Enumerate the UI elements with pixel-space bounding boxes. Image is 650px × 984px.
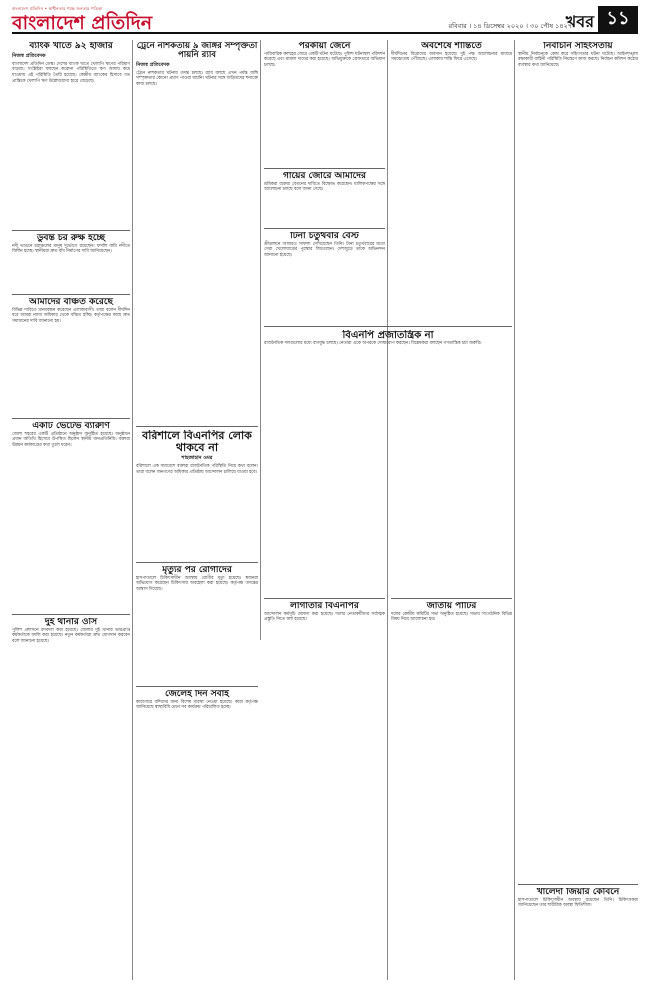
headline: জেলেই দিন সবাই xyxy=(165,690,229,699)
story-election[interactable] xyxy=(518,42,638,882)
divider xyxy=(12,418,130,419)
divider xyxy=(12,230,130,231)
story-body: স্থানীয় নির্বাচনকে কেন্দ্র করে সহিংসতার ঘটনা ঘটেছে। আইনশৃঙ্খলা রক্ষাকারী বাহিনী পরিস্থিতি নিয়ন্ত্রণে কাজ করছে। নির্বাচন কমিশন কঠোর ব্যবস্থার কথা জানিয়েছে। xyxy=(518,51,638,69)
story-body: হাসপাতালে চিকিৎসাধীন অবস্থায় রোগীর মৃত্যু হয়েছে। স্বজনরা অভিযোগ করেছেন চিকিৎসায় অবহেলা করা হয়েছে। কর্তৃপক্ষ তদন্তের আশ্বাস দিয়েছে। xyxy=(136,575,258,593)
byline: শাহজাহান ওমর xyxy=(181,455,213,462)
headline: বিএনপি প্রজাতন্ত্রিক না xyxy=(342,330,434,341)
story-train[interactable] xyxy=(136,42,258,112)
divider xyxy=(136,426,258,427)
divider xyxy=(264,228,385,229)
headline: পরকীয়া জেনে xyxy=(298,42,351,51)
headline: মৃত্যুর পর রোগীদের xyxy=(162,566,232,575)
story-body: শ্রমিকরা বকেয়া বেতনের দাবিতে বিক্ষোভ করেছেন। মালিকপক্ষের সঙ্গে আলোচনা চলছে বলে জানা গেছে। xyxy=(264,181,385,193)
byline: নিজস্ব প্রতিবেদক xyxy=(12,52,46,59)
headline: অবশেষে শান্তিতে xyxy=(421,42,482,51)
story-death[interactable] xyxy=(136,566,258,682)
page-number: ১১ xyxy=(598,6,638,32)
story-body: দলের কেন্দ্রীয় কমিটির সভা অনুষ্ঠিত হয়েছে। সভায় সাংগঠনিক বিভিন্ন বিষয় নিয়ে আলোচনা হয়। xyxy=(391,611,512,623)
headline: লাগাতার বিএনপির xyxy=(290,602,359,611)
column-rule xyxy=(514,40,515,980)
headline: ট্রেনে নাশকতায় ৯ জঙ্গির সম্পৃক্ততা পায়নি র‌্যাব xyxy=(136,42,258,61)
story-national[interactable] xyxy=(391,602,512,978)
divider xyxy=(12,294,130,295)
headline: গায়ের জোরে আমাদের xyxy=(283,172,366,181)
column-rule xyxy=(132,40,133,980)
story-thana[interactable] xyxy=(12,618,130,978)
story-body: দীর্ঘদিনের বিরোধের অবসান হয়েছে। দুই পক্ষ আলোচনার মাধ্যমে সমঝোতায় পৌঁছেছে। এলাকায় শান্তি ফিরে এসেছে। xyxy=(391,51,512,63)
story-dead[interactable] xyxy=(12,234,130,292)
story-garments[interactable] xyxy=(264,172,385,226)
divider xyxy=(391,598,512,599)
story-rohingya[interactable] xyxy=(136,430,258,538)
masthead xyxy=(12,6,638,34)
logo-tagline: বাংলাদেশ প্রতিদিন • স্বাধীনতার পক্ষে জনতার পত্রিকা xyxy=(12,6,103,11)
story-body: কারাগারে বন্দিদের জন্য বিশেষ ব্যবস্থা নেওয়া হয়েছে। কারা কর্তৃপক্ষ জানিয়েছে স্বাস্থ্যবিধি মেনে সব কার্যক্রম পরিচালিত হচ্ছে। xyxy=(136,699,258,711)
story-body: নদী ভাঙনে চরাঞ্চলের মানুষ দুর্ভোগে রয়েছেন। ফসলি জমি নদীতে বিলীন হচ্ছে। স্থানীয়রা দ্রুত বাঁধ নির্মাণের দাবি জানিয়েছেন। xyxy=(12,243,130,255)
divider xyxy=(12,614,130,615)
issue-date: রবিবার । ১৪ ডিসেম্বর ২০২০ । ৩০ পৌষ ১৪২৭ xyxy=(448,22,572,30)
story-bank[interactable] xyxy=(12,42,130,228)
story-body: পারিবারিক কলহের জেরে একটি ঘটনা ঘটেছে। পুলিশ ঘটনাস্থল পরিদর্শন করেছে এবং মামলা দায়ের করা হয়েছে। অভিযুক্তকে গ্রেফতারে অভিযান চলছে। xyxy=(264,51,385,69)
headline: টিনা চতুর্থবার বেস্ট xyxy=(290,232,359,241)
story-body: জেলা শহরের একটি প্রতিষ্ঠানে অনুষ্ঠান অনুষ্ঠিত হয়েছে। অনুষ্ঠানে প্রধান অতিথি হিসেবে উপস্থিত ছিলেন স্থানীয় জনপ্রতিনিধি। বক্তারা উন্নয়ন কর্মকাণ্ডের কথা তুলে ধরেন। xyxy=(12,431,130,449)
story-body: ট্রেনে নাশকতার ঘটনায় তদন্ত চলছে। র‌্যাব বলছে এখন পর্যন্ত জঙ্গি সম্পৃক্ততার কোনো প্রমাণ পাওয়া যায়নি। ঘটনার সঙ্গে জড়িতদের শনাক্তে কাজ চলছে। xyxy=(136,70,258,87)
story-ayodhya[interactable] xyxy=(12,298,130,416)
newspaper-logo[interactable] xyxy=(12,6,152,32)
headline: দুই থানার ওসি xyxy=(44,618,98,627)
story-body: বিভিন্ন দাবিতে মানববন্ধন করেছেন এলাকাবাসী। তারা বলেন দীর্ঘদিন ধরে আমরা ন্যায্য অধিকার থেকে বঞ্চিত হচ্ছি। কর্তৃপক্ষের কাছে দ্রুত সমাধানের দাবি জানানো হয়। xyxy=(12,307,130,325)
divider xyxy=(264,168,385,169)
headline: বরিশালে বিএনপির লোক থাকবে না xyxy=(142,430,252,455)
story-jail[interactable] xyxy=(136,690,258,978)
story-body: হাসপাতালে চিকিৎসাধীন অবস্থায় রয়েছেন তিনি। চিকিৎসকরা জানিয়েছেন তার শারীরিক অবস্থা স্থিতিশীল। xyxy=(518,897,638,909)
story-bnp[interactable] xyxy=(264,330,512,576)
story-police[interactable] xyxy=(264,42,385,166)
section-name: খবর xyxy=(565,12,594,31)
story-body: পুলিশ প্রশাসনে রদবদল করা হয়েছে। জেলার দুই থানার ভারপ্রাপ্ত কর্মকর্তাকে বদলি করা হয়েছে। নতুন কর্মকর্তারা দ্রুত যোগদান করবেন বলে জানানো হয়েছে। xyxy=(12,627,130,645)
story-rally[interactable] xyxy=(264,602,385,978)
headline: খালেদা জিয়ার কেবিনে xyxy=(536,888,620,897)
logo-text: বাংলাদেশ প্রতিদিন xyxy=(12,12,153,34)
story-body: আন্দোলন কর্মসূচি ঘোষণা করা হয়েছে। দলের নেতাকর্মীদের সর্বাত্মক প্রস্তুতি নিতে বলা হয়েছে। xyxy=(264,611,385,623)
headline: আমাদের বঞ্চিত করেছে xyxy=(29,298,113,307)
column-rule xyxy=(260,40,261,640)
divider xyxy=(136,686,258,687)
story-khaleda[interactable] xyxy=(518,888,638,978)
divider xyxy=(264,598,385,599)
story-belt[interactable] xyxy=(264,232,385,324)
divider xyxy=(264,326,512,327)
story-body: ক্রীড়াঙ্গনে আবারও সাফল্য দেখিয়েছেন তিনি। টানা চতুর্থবারের মতো সেরা খেলোয়াড়ের পুরস্কার জিতেছেন। দেশজুড়ে তাকে অভিনন্দন জানানো হয়েছে। xyxy=(264,241,385,259)
headline: ব্যাংক খাতে ৯২ হাজার xyxy=(29,42,113,51)
story-awami[interactable] xyxy=(391,42,512,322)
headline: একটি ভেটেভ ব্যারুণি xyxy=(32,422,110,431)
headline: নির্বাচনি সহিংসতায় xyxy=(543,42,613,51)
story-video[interactable] xyxy=(12,422,130,612)
divider xyxy=(518,884,638,885)
story-body: রাজনৈতিক দলগুলোর মধ্যে বাগযুদ্ধ চলছে। নেতারা একে অপরকে দোষারোপ করছেন। বিশ্লেষকরা বলছেন গণতান্ত্রিক চর্চা জরুরি। xyxy=(264,341,482,346)
byline: নিজস্ব প্রতিবেদক xyxy=(136,61,170,68)
story-body: বাংলাদেশ প্রতিদিন ডেস্ক। দেশের ব্যাংক খাতে খেলাপি ঋণের পরিমাণ বাড়ছে। সংশ্লিষ্টরা বলছেন করোনা পরিস্থিতিতে ঋণ আদায় কমে যাওয়ায় এই পরিস্থিতি তৈরি হয়েছে। কেন্দ্রীয় ব্যাংকের হিসাবে গত প্রান্তিকে খেলাপি ঋণ উল্লেখযোগ্য হারে বেড়েছে। xyxy=(12,61,130,84)
headline: ডুবন্ত চর রুক্ষ হচ্ছে xyxy=(36,234,106,243)
story-body: বরিশালে এক সমাবেশে বক্তারা রাজনৈতিক পরিস্থিতি নিয়ে কথা বলেন। তারা বলেন জনগণের অধিকার প্রতিষ্ঠায় আন্দোলন চালিয়ে যাওয়া হবে। xyxy=(136,464,258,475)
headline: জাতীয় পার্টির xyxy=(426,602,477,611)
divider xyxy=(136,562,258,563)
